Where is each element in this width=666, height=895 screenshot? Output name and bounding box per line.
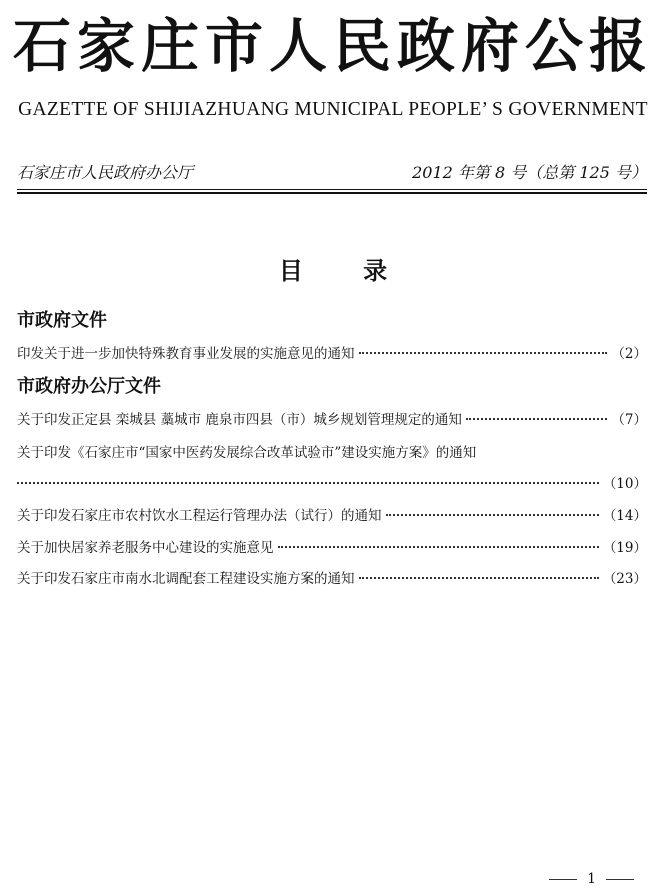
- toc-entry-title: 印发关于进一步加快特殊教育事业发展的实施意见的通知: [17, 346, 355, 362]
- toc-entry-page: （2）: [611, 346, 647, 362]
- toc-entry-page: （14）: [602, 508, 647, 524]
- footer-page-number: 1: [587, 871, 596, 887]
- footer-dash-right: [606, 879, 634, 880]
- toc-entry[interactable]: [17, 568, 647, 590]
- issue-number: 2012 年第 8 号（总第 125 号）: [412, 163, 647, 182]
- toc-entry-title: 关于加快居家养老服务中心建设的实施意见: [17, 540, 274, 556]
- toc-leader: [278, 546, 599, 548]
- toc-entry-title: 关于印发石家庄市农村饮水工程运行管理办法（试行）的通知: [17, 508, 382, 524]
- toc-entry-page: （10）: [602, 476, 647, 492]
- toc-leader: [359, 577, 599, 579]
- page-footer: [0, 868, 666, 890]
- toc-entry[interactable]: [17, 409, 647, 431]
- toc-entry-title: 关于印发石家庄市南水北调配套工程建设实施方案的通知: [17, 571, 355, 587]
- toc-entry-title-line[interactable]: 关于印发《石家庄市“国家中医药发展综合改革试验市”建设实施方案》的通知: [17, 445, 477, 461]
- toc-leader: [386, 514, 599, 516]
- toc-entry-page: （19）: [602, 540, 647, 556]
- issue-row: [17, 162, 647, 184]
- toc-leader: [17, 482, 599, 484]
- toc-entry[interactable]: [17, 537, 647, 559]
- masthead-title: 石家庄市人民政府公报: [12, 12, 653, 80]
- header-rule-thick: [17, 192, 647, 194]
- section-heading-office: 市政府办公厅文件: [17, 376, 161, 397]
- toc-entry[interactable]: [17, 343, 647, 365]
- toc-entry-page: （23）: [602, 571, 647, 587]
- toc-entry-continuation[interactable]: [17, 473, 647, 495]
- toc-leader: [466, 418, 608, 420]
- footer-dash-left: [549, 879, 577, 880]
- toc-entry-page: （7）: [611, 412, 647, 428]
- masthead-subtitle-en: GAZETTE OF SHIJIAZHUANG MUNICIPAL PEOPLE’ S GOVERNMENT: [18, 99, 648, 120]
- header-rule-thin: [17, 189, 647, 190]
- toc-title: 目 录: [278, 257, 388, 285]
- issue-publisher: 石家庄市人民政府办公厅: [17, 163, 194, 182]
- toc-entry[interactable]: [17, 505, 647, 527]
- toc-entry-title: 关于印发正定县 栾城县 藁城市 鹿泉市四县（市）城乡规划管理规定的通知: [17, 412, 462, 428]
- footer-wrap: [539, 868, 644, 890]
- toc-leader: [359, 352, 608, 354]
- section-heading-municipal: 市政府文件: [17, 310, 107, 331]
